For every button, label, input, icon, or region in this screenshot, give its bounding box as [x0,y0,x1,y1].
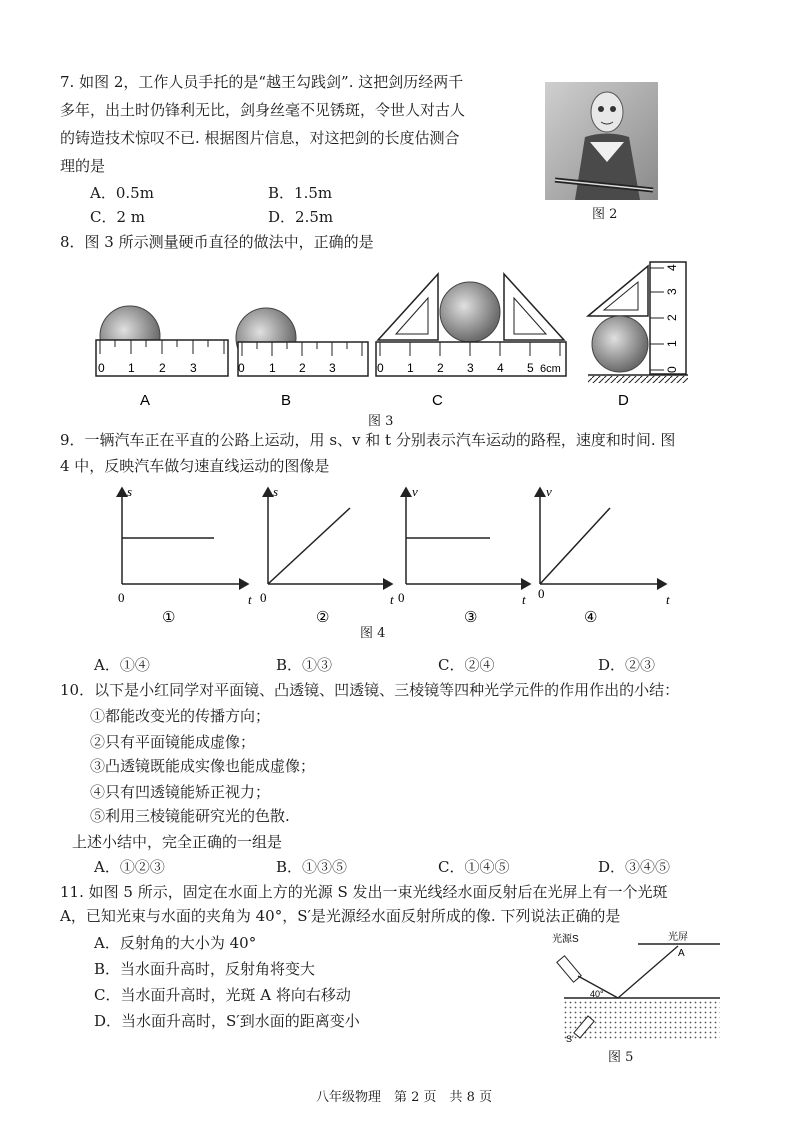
figure-2-caption: 图 2 [592,207,618,222]
q11-option-d: D．当水面升高时，S′到水面的距离变小 [94,1012,360,1030]
q11-line-1: 11. 如图 5 所示，固定在水面上方的光源 S 发出一束光线经水面反射后在光屏上有一个光斑 [60,883,668,901]
graph-2-ylabel: s [273,484,279,499]
q7-line-4: 理的是 [60,157,106,175]
ruler-a-tick-2: 2 [159,361,166,375]
ruler-c-tick-2: 2 [437,361,444,375]
graph-1-label: ① [162,610,176,626]
graph-4-ylabel: v [546,484,552,499]
figure-3 [88,258,728,408]
ruler-b-tick-3: 3 [329,361,336,375]
q9-option-a: A．①④ [94,656,150,674]
figure-4-caption: 图 4 [360,626,386,641]
q8-stem: 8．图 3 所示测量硬币直径的做法中，正确的是 [60,233,374,251]
q7-option-c: C．2 m [90,208,146,226]
q11-option-b: B．当水面升高时，反射角将变大 [94,960,316,978]
ruler-a-tick-0: 0 [98,361,105,375]
q9-option-b: B．①③ [276,656,333,674]
ruler-c-tick-6: 6cm [540,363,561,375]
figure-5-angle-label: 40° [590,989,604,999]
graph-1-origin: 0 [118,590,125,605]
figure-5-source-label: 光源S [552,934,579,945]
figure-5-spot-label: A [678,948,685,959]
ruler-b-tick-2: 2 [299,361,306,375]
q10-option-d: D．③④⑤ [598,858,671,876]
graph-2-origin: 0 [260,590,267,605]
q10-item-4: ④只有凹透镜能矫正视力； [90,783,271,801]
q10-item-5: ⑤利用三棱镜能研究光的色散. [90,807,290,825]
graph-2 [260,484,394,626]
ruler-d-tick-3: 3 [665,288,679,295]
ruler-d-tick-2: 2 [665,314,679,321]
q7-option-a: A．0.5m [90,184,154,202]
figure-5 [548,930,728,1048]
q11-line-2: A，已知光束与水面的夹角为 40°，S′是光源经水面反射所成的像. 下列说法正确的是 [60,907,621,925]
q10-stem: 10．以下是小红同学对平面镜、凸透镜、凹透镜、三棱镜等四种光学元件的作用作出的小结： [60,681,680,699]
figure-3-b [236,308,368,376]
q11-option-c: C．当水面升高时，光斑 A 将向右移动 [94,986,351,1004]
ruler-d-tick-1: 1 [665,340,679,347]
graph-3-label: ③ [464,610,478,626]
figure-5-screen-label: 光屏 [668,932,688,943]
q7-line-1: 7. 如图 2，工作人员手托的是“越王勾践剑”. 这把剑历经两千 [60,73,464,91]
graph-3 [398,484,530,626]
q11-option-a: A．反射角的大小为 40° [94,934,257,952]
ruler-c-tick-3: 3 [467,361,474,375]
ruler-a-tick-3: 3 [190,361,197,375]
ruler-c-tick-0: 0 [377,361,384,375]
figure-3-d [588,262,688,383]
graph-1 [118,484,252,626]
q10-item-2: ②只有平面镜能成虚像； [90,733,256,751]
ruler-c-tick-1: 1 [407,361,414,375]
q9-option-c: C．②④ [438,656,495,674]
ruler-c-tick-5: 5 [527,361,534,375]
q7-option-d: D．2.5m [268,208,334,226]
q7-line-3: 的铸造技术惊叹不已. 根据图片信息，对这把剑的长度估测合 [60,129,460,147]
graph-4 [538,484,670,626]
figure-3-label-a: A [140,392,151,408]
ruler-d-tick-4: 4 [665,264,679,271]
figure-2-photo [545,82,658,200]
graph-2-label: ② [316,610,330,626]
figure-3-caption: 图 3 [368,414,394,429]
graph-3-origin: 0 [398,590,405,605]
graph-3-ylabel: v [412,484,418,499]
q7-option-b: B．1.5m [268,184,333,202]
page-footer: 八年级物理 第 2 页 共 8 页 [316,1090,493,1105]
q9-line-1: 9．一辆汽车正在平直的公路上运动，用 s、v 和 t 分别表示汽车运动的路程，速度和时间. 图 [60,431,676,449]
figure-3-label-c: C [432,392,443,408]
graph-4-xlabel: t [666,592,670,607]
q10-item-3: ③凸透镜既能成实像也能成虚像； [90,757,316,775]
q9-option-d: D．②③ [598,656,656,674]
q10-option-a: A．①②③ [94,858,165,876]
figure-3-label-d: D [618,392,629,408]
graph-1-ylabel: s [127,484,133,499]
q10-question: 上述小结中，完全正确的一组是 [72,833,283,851]
q10-option-b: B．①③⑤ [276,858,348,876]
q10-option-c: C．①④⑤ [438,858,510,876]
ruler-b-tick-0: 0 [238,361,245,375]
figure-3-a [96,306,228,376]
figure-3-label-b: B [281,392,292,408]
ruler-d-tick-0: 0 [665,366,679,373]
ruler-c-tick-4: 4 [497,361,504,375]
graph-4-origin: 0 [538,586,545,601]
ruler-b-tick-1: 1 [269,361,276,375]
q9-line-2: 4 中，反映汽车做匀速直线运动的图像是 [60,457,330,475]
graph-2-xlabel: t [390,592,394,607]
ruler-a-tick-1: 1 [128,361,135,375]
graph-1-xlabel: t [248,592,252,607]
q10-item-1: ①都能改变光的传播方向； [90,707,271,725]
graph-4-label: ④ [584,610,598,626]
graph-3-xlabel: t [522,592,526,607]
q7-line-2: 多年，出土时仍锋利无比，剑身丝毫不见锈斑，令世人对古人 [60,101,466,119]
figure-5-caption: 图 5 [608,1050,634,1065]
figure-3-c [376,274,566,376]
figure-4 [110,480,690,630]
figure-5-image-label: S′ [566,1034,574,1044]
